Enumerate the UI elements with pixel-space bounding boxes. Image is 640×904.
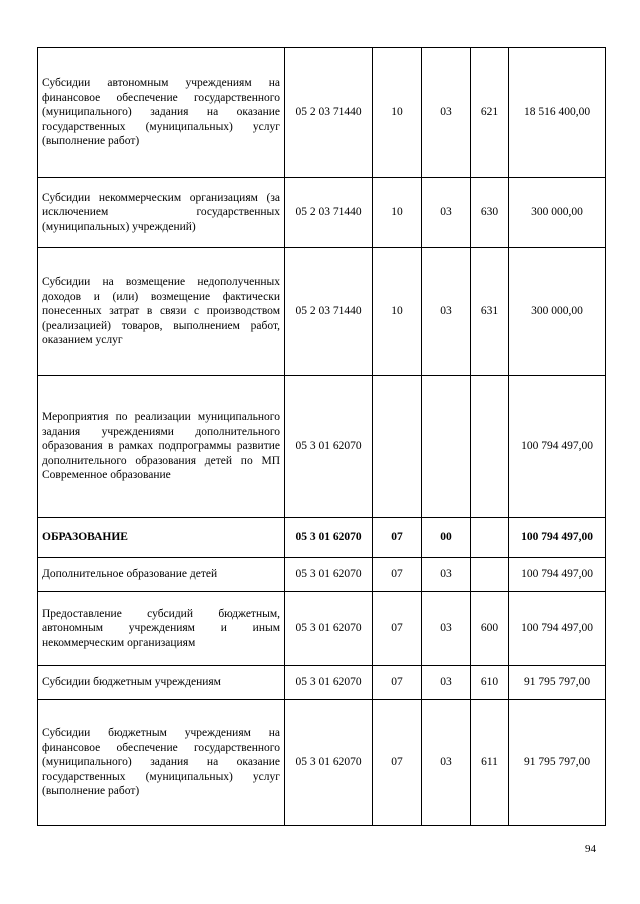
row-name: Субсидии на возмещение недополученных доходов и (или) возмещение фактически понесенных затрат в связи с производством (реализацией) товаров, выполнением работ, оказанием услуг bbox=[38, 248, 285, 376]
row-section: 10 bbox=[373, 248, 422, 376]
row-sum: 300 000,00 bbox=[509, 248, 606, 376]
row-sum: 100 794 497,00 bbox=[509, 558, 606, 592]
table-row bbox=[38, 592, 606, 666]
row-name: Мероприятия по реализации муниципального задания учреждениями дополнительного образования в рамках подпрограммы развитие дополнительного образования детей по МП Современное образование bbox=[38, 376, 285, 518]
row-target-code: 05 2 03 71440 bbox=[285, 248, 373, 376]
row-subsection: 00 bbox=[422, 518, 471, 558]
row-subsection: 03 bbox=[422, 178, 471, 248]
row-target-code: 05 3 01 62070 bbox=[285, 666, 373, 700]
table-row bbox=[38, 178, 606, 248]
row-expense-type bbox=[471, 558, 509, 592]
row-section: 10 bbox=[373, 48, 422, 178]
row-expense-type bbox=[471, 376, 509, 518]
row-sum: 91 795 797,00 bbox=[509, 666, 606, 700]
row-expense-type: 610 bbox=[471, 666, 509, 700]
row-subsection: 03 bbox=[422, 48, 471, 178]
row-subsection: 03 bbox=[422, 248, 471, 376]
row-subsection: 03 bbox=[422, 666, 471, 700]
row-target-code: 05 2 03 71440 bbox=[285, 48, 373, 178]
row-name: Субсидии некоммерческим организациям (за исключением государственных (муниципальных) учреждений) bbox=[38, 178, 285, 248]
row-sum: 100 794 497,00 bbox=[509, 518, 606, 558]
row-subsection: 03 bbox=[422, 592, 471, 666]
table-row bbox=[38, 666, 606, 700]
row-section: 10 bbox=[373, 178, 422, 248]
row-section: 07 bbox=[373, 592, 422, 666]
row-name: Дополнительное образование детей bbox=[38, 558, 285, 592]
row-target-code: 05 3 01 62070 bbox=[285, 700, 373, 826]
row-target-code: 05 3 01 62070 bbox=[285, 558, 373, 592]
row-target-code: 05 3 01 62070 bbox=[285, 518, 373, 558]
row-section: 07 bbox=[373, 558, 422, 592]
row-sum: 300 000,00 bbox=[509, 178, 606, 248]
row-section: 07 bbox=[373, 518, 422, 558]
budget-table bbox=[37, 47, 606, 826]
row-target-code: 05 3 01 62070 bbox=[285, 592, 373, 666]
row-sum: 100 794 497,00 bbox=[509, 376, 606, 518]
row-name: ОБРАЗОВАНИЕ bbox=[38, 518, 285, 558]
row-subsection bbox=[422, 376, 471, 518]
row-target-code: 05 3 01 62070 bbox=[285, 376, 373, 518]
row-sum: 100 794 497,00 bbox=[509, 592, 606, 666]
table-row bbox=[38, 248, 606, 376]
table-row bbox=[38, 376, 606, 518]
row-subsection: 03 bbox=[422, 558, 471, 592]
row-sum: 18 516 400,00 bbox=[509, 48, 606, 178]
row-expense-type: 631 bbox=[471, 248, 509, 376]
row-expense-type: 611 bbox=[471, 700, 509, 826]
row-expense-type bbox=[471, 518, 509, 558]
row-subsection: 03 bbox=[422, 700, 471, 826]
row-name: Предоставление субсидий бюджетным, автономным учреждениям и иным некоммерческим организациям bbox=[38, 592, 285, 666]
row-name: Субсидии бюджетным учреждениям bbox=[38, 666, 285, 700]
table-row-section-header bbox=[38, 518, 606, 558]
row-expense-type: 621 bbox=[471, 48, 509, 178]
page-number: 94 bbox=[585, 843, 596, 855]
row-sum: 91 795 797,00 bbox=[509, 700, 606, 826]
row-section bbox=[373, 376, 422, 518]
table-row bbox=[38, 558, 606, 592]
row-name: Субсидии бюджетным учреждениям на финансовое обеспечение государственного (муниципального) задания на оказание государственных (муниципальных) услуг (выполнение работ) bbox=[38, 700, 285, 826]
row-target-code: 05 2 03 71440 bbox=[285, 178, 373, 248]
row-expense-type: 600 bbox=[471, 592, 509, 666]
table-row bbox=[38, 700, 606, 826]
row-section: 07 bbox=[373, 700, 422, 826]
row-expense-type: 630 bbox=[471, 178, 509, 248]
row-section: 07 bbox=[373, 666, 422, 700]
row-name: Субсидии автономным учреждениям на финансовое обеспечение государственного (муниципального) задания на оказание государственных (муниципальных) услуг (выполнение работ) bbox=[38, 48, 285, 178]
table-row bbox=[38, 48, 606, 178]
